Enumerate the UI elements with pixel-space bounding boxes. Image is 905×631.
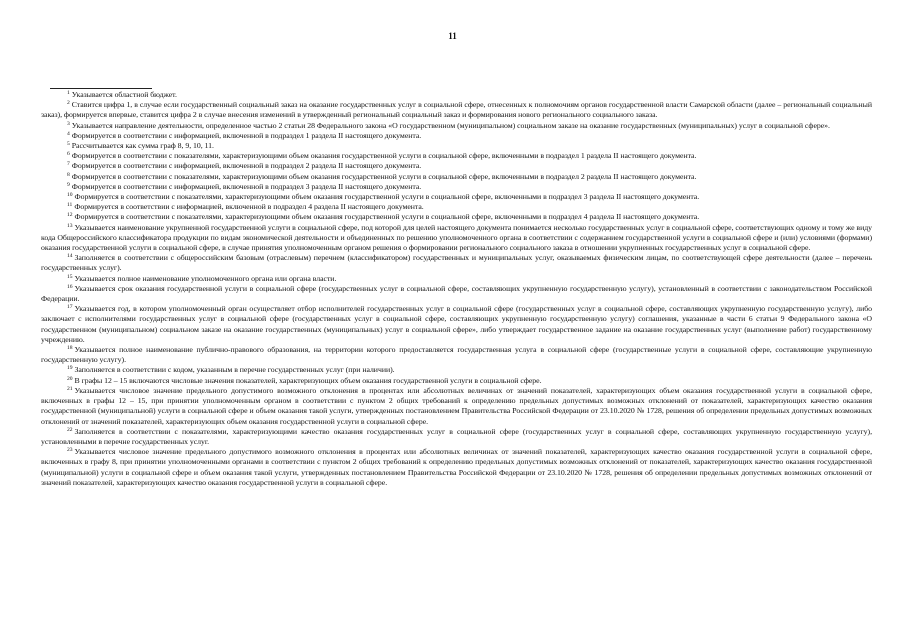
footnote-text: Указывается числовое значение предельного допустимого возможного отклонения в процентах или абсолютных величинах от значений показателей, характеризующих объем оказания государственной услуги в социальной сфере, включенных в графы 12 – 15, при принятии уполномоченным органом в соответствии с пунктом 2 общих требований к определению предельных допустимых возможных отклонений от показателей, характеризующих качество оказания государственной (муниципальной) услуги в социальной сфере и объем оказания такой услуги, утвержденных постановлением Правительства Российской Федерации от 23.10.2020 № 1728, решения об определении предельных допустимых возможных отклонений от значений показателей, характеризующих объем оказания государственной услуги в социальной сфере. <box>41 385 872 426</box>
footnote-text: Формируется в соответствии с информацией, включенной в подраздел 1 раздела II настоящего документа. <box>71 130 422 140</box>
footnote-number: 4 <box>67 130 70 137</box>
footnote-text: Указывается полное наименование публично-правового образования, на территории которого предоставляется государственная услуга в социальной сфере (государственные услуги в социальной сфере, составляющие укрупненную государственную услугу). <box>41 345 872 365</box>
footnote-text: Формируется в соответствии с информацией, включенной в подраздел 3 раздела II настоящего документа. <box>71 181 422 191</box>
footnote-separator <box>50 88 152 89</box>
footnote <box>41 161 872 171</box>
footnote <box>41 253 872 273</box>
footnote-text: Формируется в соответствии с показателями, характеризующими объем оказания государственной услуги в социальной сфере, включенными в подраздел 1 раздела II настоящего документа. <box>71 151 697 161</box>
footnote-number: 20 <box>67 375 73 382</box>
footnote-number: 1 <box>67 90 70 96</box>
footnote-number: 23 <box>67 447 73 454</box>
footnote <box>41 447 872 488</box>
page-number: 11 <box>448 31 457 41</box>
footnote <box>41 192 872 202</box>
footnote-number: 6 <box>67 151 70 158</box>
footnote <box>41 274 872 284</box>
footnote-text: Указывается срок оказания государственной услуги в социальной сфере (государственных услуг в социальной сфере, составляющих укрупненную государственную услугу), установленный в соответствии с законодательством Российской Федерации. <box>41 283 872 304</box>
footnote-text: Указывается направление деятельности, определенное частью 2 статьи 28 Федерального закона «О государственном (муниципальном) социальном заказе на оказание государственных (муниципальных) услуг в социальной сфере». <box>71 120 830 130</box>
footnote <box>41 151 872 161</box>
footnote <box>41 365 872 375</box>
footnote-number: 8 <box>67 171 70 178</box>
footnotes-block <box>41 90 872 488</box>
footnote-text: Указывается полное наименование уполномоченного органа или органа власти. <box>74 273 337 283</box>
footnote-text: Ставится цифра 1, в случае если государственный социальный заказ на оказание государственных услуг в социальной сфере, отнесенных к полномочиям органов государственной власти Самарской области (далее – региональный социальный заказ), формируется впервые, ставится цифра 2 в случае внесения изменений в утвержденный региональный социальный заказ и формирования нового регионального социального заказа. <box>41 100 872 120</box>
footnote-text: Указывается наименование укрупненной государственной услуги в социальной сфере, под которой для целей настоящего документа понимается несколько государственных услуг в социальной сфере, соответствующих одному и тому же виду кода Общероссийского классификатора продукции по видам экономической деятельности и объединенных по решению уполномоченного органа в соответствии с содержанием государственной услуги в социальной сфере и (или) условиями (формами) оказания государственной услуги в социальной сфере, в случае принятия уполномоченным органом решения о формировании регионального социального заказа в отношении укрупненных государственных услуг в социальной сфере. <box>41 222 872 253</box>
footnote-number: 19 <box>67 365 73 372</box>
footnote-number: 14 <box>67 253 73 260</box>
footnote-text: Формируется в соответствии с показателями, характеризующими объем оказания государственной услуги в социальной сфере, включенными в подраздел 2 раздела II настоящего документа. <box>71 171 697 181</box>
footnote-number: 16 <box>67 283 73 290</box>
footnote-number: 18 <box>67 345 73 352</box>
footnote-text: Заполняется в соответствии с кодом, указанным в перечне государственных услуг (при наличии). <box>74 365 395 375</box>
footnote <box>41 131 872 141</box>
footnote-text: Формируется в соответствии с показателями, характеризующими объем оказания государственной услуги в социальной сфере, включенными в подраздел 4 раздела II настоящего документа. <box>74 212 700 222</box>
footnote <box>41 212 872 222</box>
footnote <box>41 376 872 386</box>
footnote-number: 21 <box>67 385 73 392</box>
footnote-text: Заполняется в соответствии с общероссийским базовым (отраслевым) перечнем (классификатором) государственных и муниципальных услуг, оказываемых физическим лицам, по соответствующей сфере деятельности (далее – перечень государственных услуг). <box>41 253 872 273</box>
footnote-number: 13 <box>67 222 73 229</box>
footnote-number: 5 <box>67 141 70 148</box>
footnote <box>41 386 872 427</box>
footnote-text: Формируется в соответствии с показателями, характеризующими объем оказания государственной услуги в социальной сфере, включенными в подраздел 3 раздела II настоящего документа. <box>74 192 700 202</box>
footnote-number: 2 <box>67 100 70 107</box>
footnote-text: Заполняется в соответствии с показателями, характеризующими качество оказания государственных услуг в социальной сфере (государственных услуг в социальной сфере, составляющих укрупненную государственную услугу), установленными в перечне государственных услуг. <box>41 426 872 446</box>
footnote <box>41 141 872 151</box>
footnote-number: 15 <box>67 273 73 280</box>
footnote-text: Рассчитывается как сумма граф 8, 9, 10, 11. <box>71 141 214 151</box>
footnote <box>41 202 872 212</box>
footnote <box>41 427 872 447</box>
footnote-number: 3 <box>67 120 70 127</box>
footnote-text: Указывается числовое значение предельного допустимого возможного отклонения в процентах или абсолютных величинах от значений показателей, характеризующих качество оказания государственной услуги в социальной сфере, включенных в графу 8, при принятии уполномоченными органами в соответствии с пунктом 2 общих требований к определению предельных допустимых возможных отклонений от показателей, характеризующих качество оказания государственной (муниципальной) услуги в социальной сфере и объем оказания такой услуги, утвержденных постановлением Правительства Российской Федерации от 23.10.2020 № 1728, решения об определении предельных допустимых возможных отклонений от значений показателей, характеризующих качество оказания государственной услуги в социальной сфере. <box>41 447 872 487</box>
footnote <box>41 121 872 131</box>
footnote <box>41 100 872 120</box>
footnote <box>41 345 872 365</box>
footnote-number: 11 <box>67 202 73 209</box>
footnote-text: Формируется в соответствии с информацией, включенной в подраздел 2 раздела II настоящего документа. <box>71 161 422 171</box>
footnote-text: Указывается год, в котором уполномоченный орган осуществляет отбор исполнителей государственных услуг в социальной сфере (государственных услуг в социальной сфере, составляющих укрупненную государственную услугу), либо заключает с исполнителями государственных услуг в социальной сфере (государственных услуг в социальной сфере, составляющих укрупненную государственную услугу) соглашения, указанные в части 6 статьи 9 Федерального закона «О государственном (муниципальном) социальном заказе на оказание государственных (муниципальных) услуг в социальной сфере», либо утверждает государственное задание на оказание государственных услуг (выполнение работ) государственному учреждению. <box>41 304 872 344</box>
footnote-number: 22 <box>67 426 73 433</box>
footnote-text: Формируется в соответствии с информацией, включенной в подраздел 4 раздела II настоящего документа. <box>74 202 424 212</box>
footnote <box>41 223 872 254</box>
footnote-number: 17 <box>67 304 73 311</box>
footnote <box>41 90 872 100</box>
footnote-number: 12 <box>67 212 73 219</box>
footnote <box>41 304 872 345</box>
footnote <box>41 172 872 182</box>
footnote-number: 7 <box>67 161 70 168</box>
footnote-text: В графы 12 – 15 включаются числовые значения показателей, характеризующих объем оказания государственной услуги в социальной сфере. <box>74 375 542 385</box>
footnote <box>41 284 872 304</box>
footnote-number: 10 <box>67 192 73 199</box>
footnote-number: 9 <box>67 181 70 188</box>
footnote-text: Указывается областной бюджет. <box>71 90 177 99</box>
footnote <box>41 182 872 192</box>
